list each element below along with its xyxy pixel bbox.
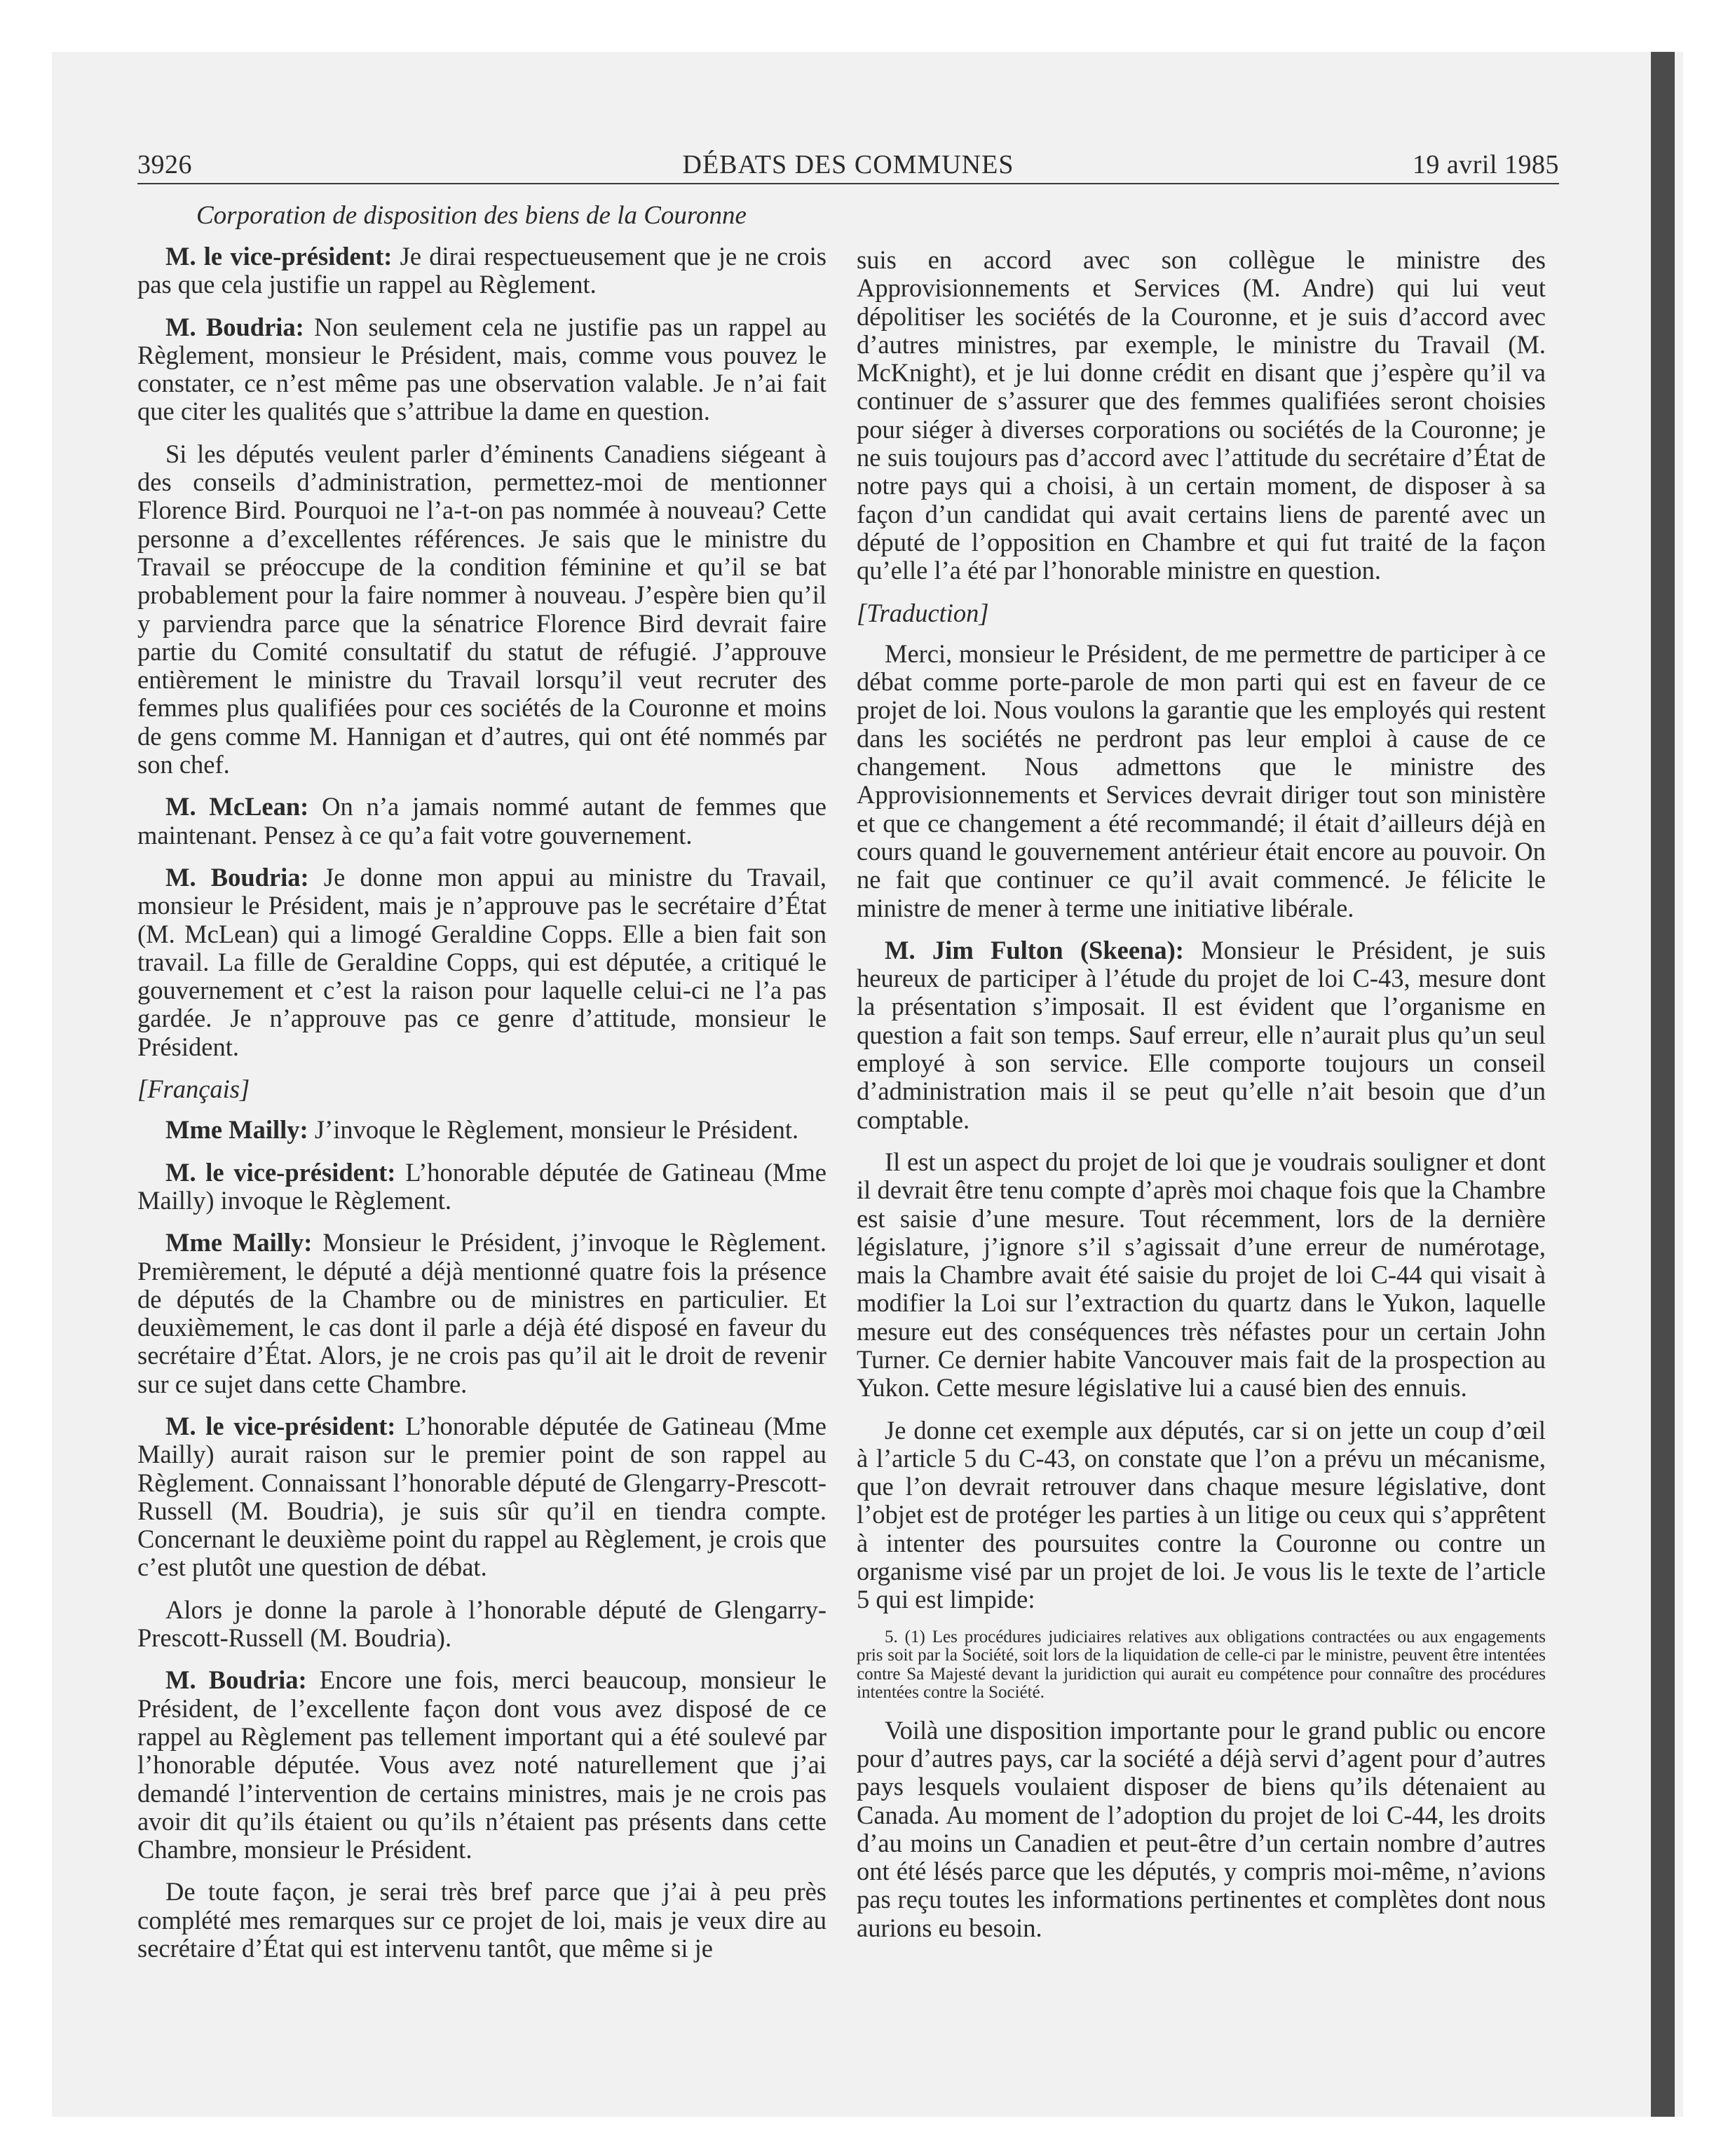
speaker-name: Mme Mailly: [165, 1115, 308, 1145]
running-header [137, 144, 1559, 184]
left-column [137, 243, 826, 1977]
paragraph [137, 793, 826, 850]
paragraph [137, 1229, 826, 1398]
scan-edge-shadow [1651, 52, 1675, 2117]
speaker-name: M. le vice-président: [165, 1411, 396, 1440]
quoted-article: 5. (1) Les procédures judiciaires relatives aux obligations contractées ou aux engagements pris soit par la Société, soit lors de la liquidation de celle-ci par le ministre, peuvent être intentées contre Sa Majesté devant la juridiction qui aurait eu compétence pour connaître des procédures intentées contre la Société. [857, 1627, 1546, 1703]
section-subtitle: Corporation de disposition des biens de la Couronne [196, 201, 747, 230]
speaker-name: M. le vice-président: [165, 242, 393, 271]
paragraph: Il est un aspect du projet de loi que je voudrais souligner et dont il devrait être tenu compte d’après moi chaque fois que la Chambre est saisie d’une mesure. Tout récemment, lors de la dernière législature, j’ignore s’il s’agissait d’une erreur de numérotage, mais la Chambre avait été saisie du projet de loi C-44 qui visait à modifier la Loi sur l’extraction du quartz dans le Yukon, laquelle mesure eut des conséquences très néfastes pour un certain John Turner. Ce dernier habite Vancouver mais fait de la prospection au Yukon. Cette mesure législative lui a causé bien des ennuis. [857, 1147, 1546, 1403]
speaker-name: M. Boudria: [165, 862, 309, 892]
paragraph [137, 864, 826, 1061]
speech-text: On n’a jamais nommé autant de femmes que maintenant. Pensez à ce qu’a fait votre gouvernement. [137, 792, 826, 850]
paragraph [857, 936, 1546, 1134]
language-tag: [Traduction] [857, 598, 989, 627]
speech-text: Je dirai respectueusement que je ne crois pas que cela justifie un rappel au Règlement. [137, 242, 826, 299]
paragraph: Voilà une disposition importante pour le grand public ou encore pour d’autres pays, car la société a déjà servi d’agent pour d’autres pays lesquels voulaient disposer de biens qu’ils détenaient au Canada. Au moment de l’adoption du projet de loi C-44, les droits d’au moins un Canadien et peut-être d’un certain nombre d’autres ont été lésés parce que les députés, y compris moi-même, n’avions pas reçu toutes les informations pertinentes et complètes dont nous aurions eu besoin. [857, 1715, 1546, 1942]
paragraph: Je donne cet exemple aux députés, car si on jette un coup d’œil à l’article 5 du C-43, on constate que l’on a prévu un mécanisme, que l’on devrait retrouver dans chaque mesure législative, dont l’objet est de protéger les parties à un litige ou ceux qui s’apprêtent à intenter des poursuites contre la Couronne ou contre un organisme visé par un projet de loi. Je vous lis le texte de l’article 5 qui est limpide: [857, 1415, 1546, 1614]
speech-text: J’invoque le Règlement, monsieur le Président. [308, 1115, 799, 1145]
speech-text: Je donne mon appui au ministre du Travail, monsieur le Président, mais je n’approuve pas le secrétaire d’État (M. McLean) qui a limogé Geraldine Copps. Elle a bien fait son travail. La fille de Geraldine Copps, qui est députée, a critiqué le gouvernement et c’est la raison pour laquelle celui-ci ne l’a pas gardée. Je n’approuve pas ce genre d’attitude, monsieur le Président. [137, 862, 826, 1061]
paragraph [137, 1159, 826, 1215]
header-date: 19 avril 1985 [1412, 150, 1559, 179]
speech-text: Encore une fois, merci beaucoup, monsieur le Président, de l’excellente façon dont vous avez disposé de ce rappel au Règlement pas tellement important qui a été soulevé par l’honorable députée. Vous avez noté naturellement que j’ai demandé l’intervention de certains ministres, mais je ne crois pas avoir dit qu’ils étaient ou qu’ils n’étaient pas présents dans cette Chambre, monsieur le Président. [137, 1665, 826, 1864]
speech-text: L’honorable députée de Gatineau (Mme Mailly) aurait raison sur le premier point de son rappel au Règlement. Connaissant l’honorable député de Glengarry-Prescott-Russell (M. Boudria), je suis sûr qu’il en tiendra compte. Concernant le deuxième point du rappel au Règlement, je crois que c’est plutôt une question de débat. [137, 1411, 826, 1582]
speech-text: Non seulement cela ne justifie pas un rappel au Règlement, monsieur le Président, mais, comme vous pouvez le constater, ce n’est même pas une observation valable. Je n’ai fait que citer les qualités que s’attribue la dame en question. [137, 312, 826, 426]
speaker-name: M. McLean: [165, 792, 309, 821]
paragraph-continued: suis en accord avec son collègue le ministre des Approvisionnements et Services (M. Andre) qui lui veut dépolitiser les sociétés de la Couronne, et je suis d’accord avec d’autres ministres, par exemple, le ministre du Travail (M. McKnight), et je lui donne crédit en disant que j’espère qu’il va continuer de s’assurer que des femmes qualifiées seront choisies pour siéger à diverses corporations ou sociétés de la Couronne; je ne suis toujours pas d’accord avec l’attitude du secrétaire d’État de notre pays qui a choisi, à un certain moment, de disposer à sa façon d’un candidat qui avait certains liens de parenté avec un député de l’opposition en Chambre et qui fut traité de la façon qu’elle l’a été par l’honorable ministre en question. [857, 245, 1546, 585]
speaker-name: M. Boudria: [165, 1665, 307, 1695]
paragraph [137, 1116, 826, 1144]
paragraph: De toute façon, je serai très bref parce que j’ai à peu près complété mes remarques sur ce projet de loi, mais je veux dire au secrétaire d’État qui est intervenu tantôt, que même si je [137, 1877, 826, 1963]
speech-text: Monsieur le Président, j’invoque le Règlement. Premièrement, le député a déjà mentionné quatre fois la présence de députés de la Chambre ou de ministres en particulier. Et deuxièmement, le cas dont il parle a déjà été disposé en faveur du secrétaire d’État. Alors, je ne crois pas qu’il ait le droit de revenir sur ce sujet dans cette Chambre. [137, 1228, 826, 1398]
paragraph [137, 1666, 826, 1864]
paragraph [137, 243, 826, 299]
speaker-name: M. le vice-président: [165, 1157, 396, 1187]
speaker-name: Mme Mailly: [165, 1228, 313, 1257]
language-tag: [Français] [137, 1074, 250, 1104]
paragraph [137, 1412, 826, 1582]
paragraph [137, 313, 826, 426]
speech-text: L’honorable députée de Gatineau (Mme Mailly) invoque le Règlement. [137, 1157, 826, 1215]
speech-text: Monsieur le Président, je suis heureux de participer à l’étude du projet de loi C-43, mesure dont la présentation s’imposait. Il est évident que l’organisme en question a fait son temps. Sauf erreur, elle n’aurait plus qu’un seul employé à son service. Elle comporte toujours un conseil d’administration mais il se peut qu’elle n’ait besoin que d’un comptable. [857, 935, 1546, 1134]
paragraph: Merci, monsieur le Président, de me permettre de participer à ce débat comme porte-parole de mon parti qui est en faveur de ce projet de loi. Nous voulons la garantie que les employés qui restent dans les sociétés ne perdront pas leur emploi à cause de ce changement. Nous admettons que le ministre des Approvisionnements et Services devrait diriger tout son ministère et que ce changement a été recommandé; il était d’ailleurs déjà en cours quand le gouvernement antérieur était encore au pouvoir. On ne fait que continuer ce qu’il avait commencé. Je félicite le ministre de mener à terme une initiative libérale. [857, 639, 1546, 922]
speaker-name: M. Boudria: [165, 312, 304, 341]
right-column [857, 246, 1546, 1956]
speaker-name: M. Jim Fulton (Skeena): [885, 935, 1184, 964]
page-number: 3926 [137, 150, 192, 179]
publication-title: DÉBATS DES COMMUNES [682, 150, 1014, 179]
paragraph: Alors je donne la parole à l’honorable député de Glengarry-Prescott-Russell (M. Boudria). [137, 1595, 826, 1653]
paragraph: Si les députés veulent parler d’éminents Canadiens siégeant à des conseils d’administration, permettez-moi de mentionner Florence Bird. Pourquoi ne l’a-t-on pas nommée à nouveau? Cette personne a d’excellentes références. Je sais que le ministre du Travail se préoccupe de la condition féminine et qu’il se bat probablement pour la faire nommer à nouveau. J’espère bien qu’il y parviendra parce que la sénatrice Florence Bird devrait faire partie du Comité consultatif du statut de réfugié. J’approuve entièrement le ministre du Travail lorsqu’il veut recruter des femmes plus qualifiées pour ces sociétés de la Couronne et moins de gens comme M. Hannigan et d’autres, qui ont été nommés par son chef. [137, 439, 826, 779]
